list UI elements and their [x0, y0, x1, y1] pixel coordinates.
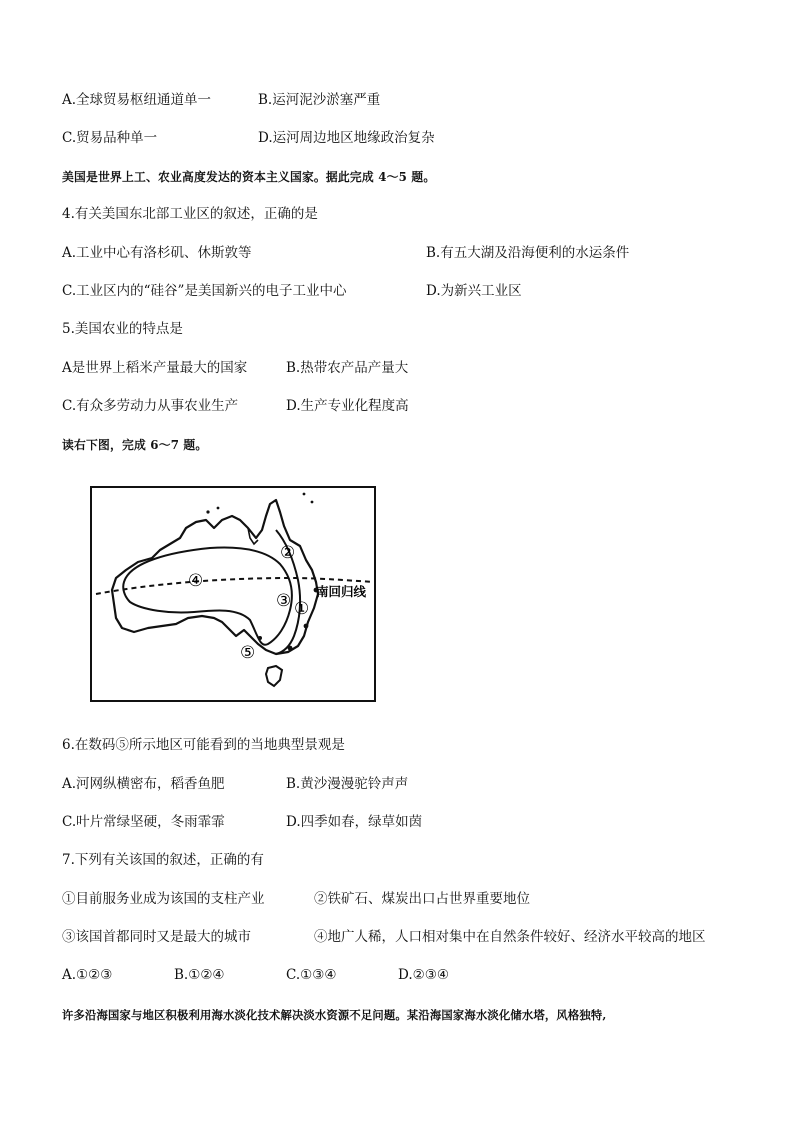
q7-stem: 7.下列有关该国的叙述，正确的有	[62, 852, 264, 868]
q4-stem: 4.有关美国东北部工业区的叙述，正确的是	[62, 206, 318, 222]
q3-option-d: D.运河周边地区地缘政治复杂	[258, 130, 435, 146]
q6-stem: 6.在数码⑤所示地区可能看到的当地典型景观是	[62, 737, 345, 753]
q7-option-c: C.①③④	[286, 967, 337, 983]
q7-statement-2: ②铁矿石、煤炭出口占世界重要地位	[314, 891, 530, 907]
city-dot	[288, 646, 293, 651]
tropic-label: 南回归线	[316, 584, 367, 599]
q6-option-d: D.四季如春，绿草如茵	[286, 814, 423, 830]
map-label-1: ①	[294, 599, 310, 619]
intro-questions-4-5: 美国是世界上工、农业高度发达的资本主义国家。据此完成 4～5 题。	[62, 170, 436, 184]
island-dot	[217, 507, 220, 510]
q4-option-a: A.工业中心有洛杉矶、休斯敦等	[62, 245, 252, 261]
q6-option-c: C.叶片常绿坚硬，冬雨霏霏	[62, 814, 225, 830]
q4-option-b: B.有五大湖及沿海便利的水运条件	[426, 245, 630, 261]
australia-map	[90, 486, 376, 702]
map-label-4: ④	[188, 571, 204, 591]
q6-option-b: B.黄沙漫漫驼铃声声	[286, 776, 409, 792]
q5-stem: 5.美国农业的特点是	[62, 321, 183, 337]
q6-option-a: A.河网纵横密布，稻香鱼肥	[62, 776, 225, 792]
q3-option-c: C.贸易品种单一	[62, 130, 158, 146]
q7-statement-1: ①目前服务业成为该国的支柱产业	[62, 891, 265, 907]
q5-option-c: C.有众多劳动力从事农业生产	[62, 398, 239, 414]
q7-option-a: A.①②③	[62, 967, 113, 983]
island-dot	[311, 501, 314, 504]
q3-option-a: A.全球贸易枢纽通道单一	[62, 92, 212, 108]
q7-option-b: B.①②④	[174, 967, 225, 983]
q7-statement-4: ④地广人稀，人口相对集中在自然条件较好、经济水平较高的地区	[314, 929, 706, 945]
island-dot	[303, 493, 306, 496]
map-label-3: ③	[276, 591, 292, 611]
q7-option-d: D.②③④	[398, 967, 449, 983]
q5-option-b: B.热带农产品产量大	[286, 360, 409, 376]
intro-next-questions: 许多沿海国家与地区积极利用海水淡化技术解决淡水资源不足问题。某沿海国家海水淡化储水塔，风格独特,	[62, 1008, 607, 1022]
q7-statement-3: ③该国首都同时又是最大的城市	[62, 929, 251, 945]
city-dot	[258, 636, 262, 640]
q5-option-d: D.生产专业化程度高	[286, 398, 409, 414]
q4-option-c: C.工业区内的“硅谷”是美国新兴的电子工业中心	[62, 283, 347, 299]
map-label-2: ②	[280, 543, 296, 563]
q5-option-a: A是世界上稻米产量最大的国家	[62, 360, 248, 376]
q3-option-b: B.运河泥沙淤塞严重	[258, 92, 381, 108]
city-dot	[304, 624, 309, 629]
island-dot	[206, 510, 209, 513]
map-label-5: ⑤	[240, 643, 256, 663]
intro-questions-6-7: 读右下图，完成 6～7 题。	[62, 438, 208, 452]
q4-option-d: D.为新兴工业区	[426, 283, 522, 299]
